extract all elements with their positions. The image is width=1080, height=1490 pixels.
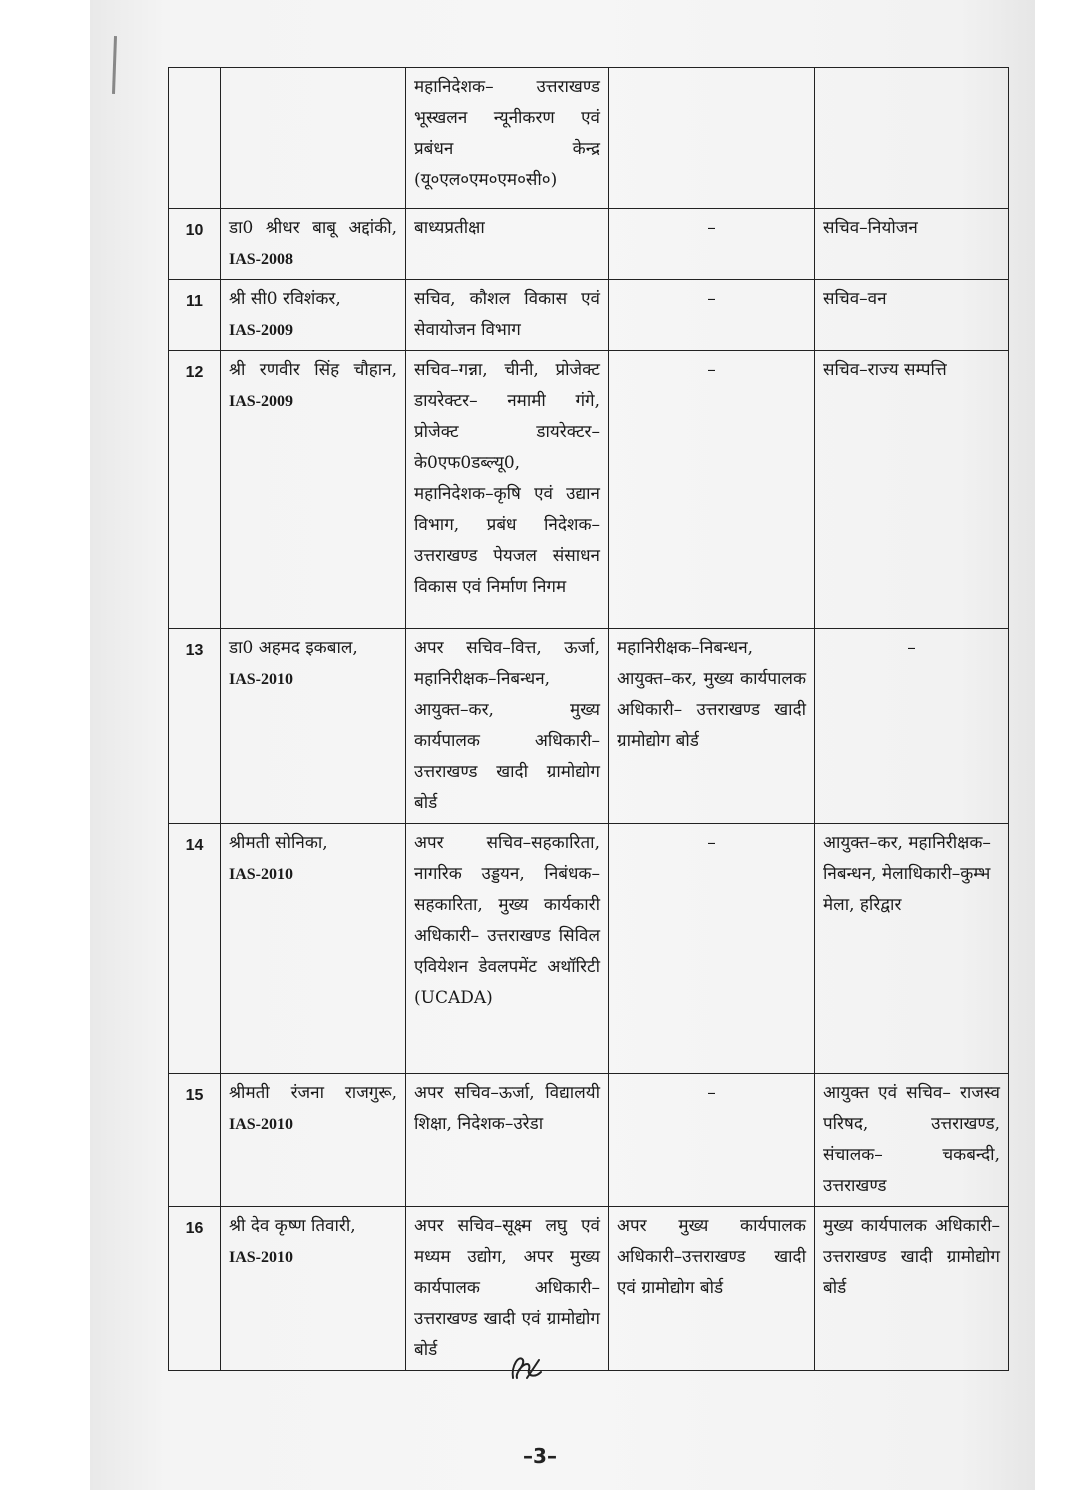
serial-number: 13: [169, 629, 221, 824]
ias-batch: IAS-2009: [229, 322, 294, 339]
ias-batch: IAS-2009: [229, 393, 294, 410]
table-row: [169, 1074, 1009, 1207]
relieved-from: –: [609, 209, 815, 280]
serial-number: 16: [169, 1207, 221, 1371]
officer-name: [221, 68, 406, 209]
serial-number: 10: [169, 209, 221, 280]
handwritten-initials: [505, 1348, 545, 1384]
current-posting: अपर सचिव–ऊर्जा, विद्यालयी शिक्षा, निदेशक–उरेडा: [406, 1074, 609, 1207]
relieved-from: –: [609, 351, 815, 629]
table-row: [169, 351, 1009, 629]
officer-name: [221, 1074, 406, 1207]
table-row: [169, 280, 1009, 351]
ias-batch: IAS-2010: [229, 866, 294, 883]
current-posting: अपर सचिव–वित्त, ऊर्जा, महानिरीक्षक–निबन्धन, आयुक्त–कर, मुख्य कार्यपालक अधिकारी– उत्तराखण्ड खादी ग्रामोद्योग बोर्ड: [406, 629, 609, 824]
table-row: [169, 629, 1009, 824]
new-posting: सचिव–राज्य सम्पत्ति: [815, 351, 1009, 629]
officer-name: [221, 351, 406, 629]
table-row: [169, 68, 1009, 209]
new-posting: सचिव–नियोजन: [815, 209, 1009, 280]
relieved-from: [609, 68, 815, 209]
current-posting: महानिदेशक– उत्तराखण्ड भूस्खलन न्यूनीकरण एवं प्रबंधन केन्द्र (यू०एल०एम०एम०सी०): [406, 68, 609, 209]
table-row: [169, 824, 1009, 1074]
serial-number: 14: [169, 824, 221, 1074]
officer-name-text: डा0 अहमद इकबाल,: [229, 638, 358, 658]
officer-name: [221, 824, 406, 1074]
current-posting: अपर सचिव–सहकारिता, नागरिक उड्डयन, निबंधक–सहकारिता, मुख्य कार्यकारी अधिकारी– उत्तराखण्ड सिविल एवियेशन डेवलपमेंट अथॉरिटी (UCADA): [406, 824, 609, 1074]
serial-number: [169, 68, 221, 209]
relieved-from: महानिरीक्षक–निबन्धन, आयुक्त–कर, मुख्य कार्यपालक अधिकारी– उत्तराखण्ड खादी ग्रामोद्योग बोर्ड: [609, 629, 815, 824]
ias-batch: IAS-2010: [229, 1249, 294, 1266]
new-posting: सचिव–वन: [815, 280, 1009, 351]
current-posting: सचिव–गन्ना, चीनी, प्रोजेक्ट डायरेक्टर– नमामी गंगे, प्रोजेक्ट डायरेक्टर–के0एफ0डब्ल्यू0, महानिदेशक–कृषि एवं उद्यान विभाग, प्रबंध निदेशक–उत्तराखण्ड पेयजल संसाधन विकास एवं निर्माण निगम: [406, 351, 609, 629]
ias-batch: IAS-2008: [229, 251, 294, 268]
relieved-from: –: [609, 824, 815, 1074]
officer-name: [221, 1207, 406, 1371]
officer-name: [221, 629, 406, 824]
new-posting: आयुक्त–कर, महानिरीक्षक–निबन्धन, मेलाधिकारी–कुम्भ मेला, हरिद्वार: [815, 824, 1009, 1074]
officer-name: [221, 209, 406, 280]
ias-batch: IAS-2010: [229, 671, 294, 688]
new-posting: [815, 68, 1009, 209]
officer-name-text: डा0 श्रीधर बाबू अद्दांकी,: [229, 218, 397, 238]
serial-number: 15: [169, 1074, 221, 1207]
serial-number: 12: [169, 351, 221, 629]
relieved-from: –: [609, 1074, 815, 1207]
officer-name: [221, 280, 406, 351]
table-row: [169, 209, 1009, 280]
officer-transfer-table: [168, 67, 1009, 1371]
current-posting: बाध्यप्रतीक्षा: [406, 209, 609, 280]
relieved-from: –: [609, 280, 815, 351]
table-row: [169, 1207, 1009, 1371]
officer-name-text: श्री सी0 रविशंकर,: [229, 289, 341, 309]
page-number: –3–: [523, 1444, 557, 1468]
serial-number: 11: [169, 280, 221, 351]
ias-batch: IAS-2010: [229, 1116, 294, 1133]
current-posting: अपर सचिव–सूक्ष्म लघु एवं मध्यम उद्योग, अपर मुख्य कार्यपालक अधिकारी–उत्तराखण्ड खादी एवं ग्रामोद्योग बोर्ड: [406, 1207, 609, 1371]
officer-name-text: श्रीमती रंजना राजगुरू,: [229, 1083, 397, 1103]
new-posting: मुख्य कार्यपालक अधिकारी–उत्तराखण्ड खादी ग्रामोद्योग बोर्ड: [815, 1207, 1009, 1371]
relieved-from: अपर मुख्य कार्यपालक अधिकारी–उत्तराखण्ड खादी एवं ग्रामोद्योग बोर्ड: [609, 1207, 815, 1371]
officer-name-text: श्री देव कृष्ण तिवारी,: [229, 1216, 356, 1236]
new-posting: आयुक्त एवं सचिव– राजस्व परिषद, उत्तराखण्ड, संचालक– चकबन्दी, उत्तराखण्ड: [815, 1074, 1009, 1207]
new-posting: –: [815, 629, 1009, 824]
current-posting: सचिव, कौशल विकास एवं सेवायोजन विभाग: [406, 280, 609, 351]
officer-name-text: श्रीमती सोनिका,: [229, 833, 328, 853]
officer-name-text: श्री रणवीर सिंह चौहान,: [229, 360, 397, 380]
